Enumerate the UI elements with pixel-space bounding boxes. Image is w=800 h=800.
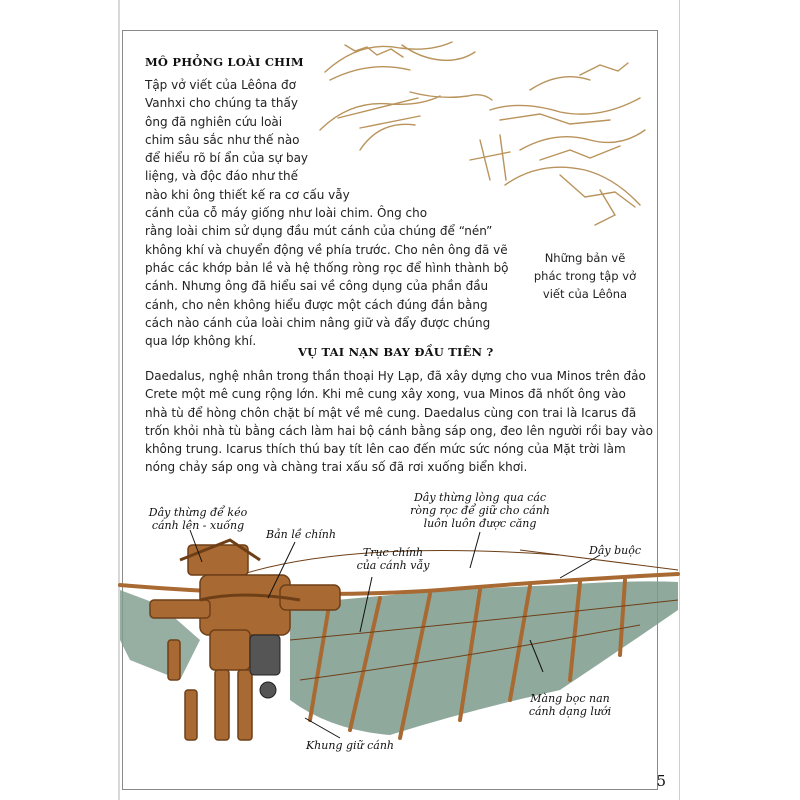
caption-line: viết của Lêôna — [542, 287, 628, 301]
section-heading-bird-imitation: MÔ PHỎNG LOÀI CHIM — [145, 55, 304, 69]
text-line: không trung. Icarus thích thú bay tít lên cao đến mức sức nóng của Mặt trời làm — [145, 442, 626, 457]
label-line: Dây buộc — [589, 544, 641, 557]
text-line: Daedalus, nghệ nhân trong thần thoại Hy Lạp, đã xây dựng cho vua Minos trên đảo — [145, 369, 646, 383]
text-line: chim sâu sắc như thế nào — [145, 132, 300, 147]
text-line: cánh của cỗ máy giống như loài chim. Ông cho — [145, 206, 428, 221]
text-line: qua lớp không khí. — [145, 334, 257, 349]
label-wing-frame — [300, 739, 400, 752]
text-line: nào khi ông thiết kế ra cơ cấu vẫy — [145, 187, 350, 202]
caption-line: phác trong tập vở — [533, 269, 637, 283]
text-line: Vanhxi cho chúng ta thấy — [145, 96, 298, 111]
text-line: ông đã nghiên cứu loài — [145, 114, 283, 129]
label-line: ròng rọc để giữ cho cánh — [410, 504, 550, 517]
label-membrane — [520, 692, 620, 718]
label-main-axis — [353, 546, 433, 572]
text-line: Tập vở viết của Lêôna đơ — [145, 78, 297, 92]
label-line: luôn luôn được căng — [423, 517, 537, 530]
label-tie-rope — [580, 544, 650, 557]
text-line: không khí và chuyển động về phía trước. Cho nên ông đã vẽ — [145, 242, 508, 257]
label-line: Màng bọc nan — [530, 692, 610, 705]
label-line: Trục chính — [362, 546, 424, 559]
label-pulley-rope — [405, 491, 555, 530]
label-rope-lift — [143, 506, 253, 532]
text-line: Crete một mê cung rộng lớn. Khi mê cung xây xong, vua Minos đã nhốt ông vào — [145, 387, 626, 402]
label-line: Dây thừng lòng qua các — [413, 491, 547, 504]
label-line: Bản lề chính — [266, 528, 336, 541]
text-line: cách nào cánh của loài chim nâng giữ và đẩy được chúng — [145, 315, 491, 330]
text-line: cánh. Nhưng ông đã hiểu sai về công dụng của phần đầu — [145, 279, 489, 294]
label-line: cánh dạng lưới — [528, 705, 612, 718]
text-line: nóng chảy sáp ong và chàng trai xấu số đã rơi xuống biển khơi. — [145, 460, 528, 475]
caption-line: Những bản vẽ — [544, 251, 626, 265]
section-heading-first-flight-accident: VỤ TAI NẠN BAY ĐẦU TIÊN ? — [298, 345, 494, 359]
text-line: để hiểu rõ bí ẩn của sự bay — [145, 151, 309, 166]
text-line: trốn khỏi nhà tù bằng cách làm hai bộ cánh bằng sáp ong, đeo lên người rồi bay vào — [145, 423, 653, 438]
text-line: rằng loài chim sử dụng đầu mút cánh của chúng để “nén” — [145, 224, 493, 239]
page-number: 5 — [656, 772, 666, 790]
label-line: Khung giữ cánh — [305, 739, 395, 752]
label-line: cánh lên - xuống — [151, 519, 245, 532]
text-line: liệng, và độc đáo như thế — [145, 169, 298, 184]
label-line: Dây thừng để kéo — [148, 506, 248, 519]
label-line: của cánh vẫy — [356, 559, 430, 572]
text-line: cánh, cho nên không hiểu được một cách đúng đắn bằng — [145, 297, 488, 312]
text-line: phác các khớp bản lề và hệ thống ròng rọc để hình thành bộ — [145, 260, 509, 275]
text-line: nhà tù để hòng chôn chặt bí mật về mê cung. Daedalus cùng con trai là Icarus đã — [145, 405, 637, 420]
label-main-hinge — [256, 528, 346, 541]
